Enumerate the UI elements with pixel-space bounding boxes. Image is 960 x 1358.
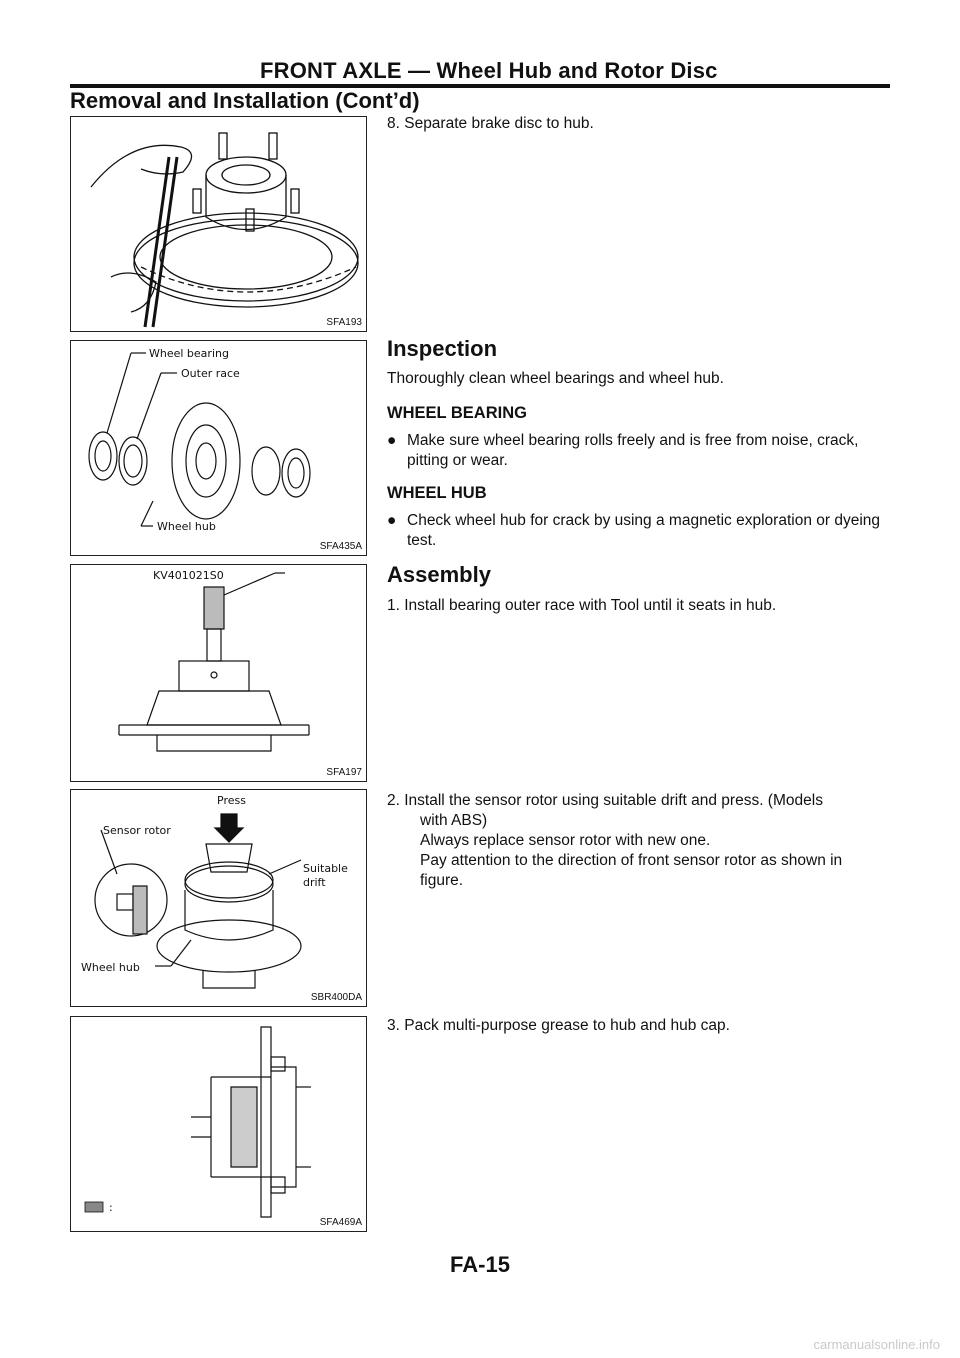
- figure-sfa469a: [70, 1016, 367, 1232]
- wheel-hub-heading: WHEEL HUB: [387, 484, 487, 502]
- section-title: FRONT AXLE — Wheel Hub and Rotor Disc: [260, 58, 718, 83]
- step-2-line-4: figure.: [420, 872, 464, 889]
- step-8-text: 8. Separate brake disc to hub.: [387, 115, 594, 132]
- brake-disc-separation-illustration: [71, 117, 367, 332]
- watermark: carmanualsonline.info: [813, 1337, 940, 1352]
- label-wheel-bearing: Wheel bearing: [149, 347, 229, 360]
- figure-code: SBR400DA: [310, 992, 362, 1003]
- step-2-line-2: Always replace sensor rotor with new one.: [420, 832, 711, 849]
- inspection-intro: Thoroughly clean wheel bearings and wheel hub.: [387, 370, 724, 387]
- assembly-step-1: 1. Install bearing outer race with Tool until it seats in hub.: [387, 597, 777, 614]
- inspection-heading: Inspection: [387, 336, 498, 361]
- bullet-icon: ●: [387, 512, 397, 529]
- label-wheel-hub: Wheel hub: [81, 961, 140, 974]
- assembly-heading: Assembly: [387, 562, 491, 587]
- label-suitable-drift-1: Suitable: [303, 862, 348, 875]
- legend-colon: :: [109, 1201, 113, 1214]
- figure-sfa435a: [70, 340, 367, 556]
- figure-sfa197: [70, 564, 367, 782]
- step-2-line-1: with ABS): [420, 812, 488, 829]
- label-tool-code: KV401021S0: [153, 569, 224, 582]
- figure-code: SFA469A: [319, 1217, 362, 1228]
- step-2-lead: 2. Install the sensor rotor using suitable drift and press. (Models: [387, 792, 823, 809]
- label-sensor-rotor: Sensor rotor: [103, 824, 171, 837]
- bullet-icon: ●: [387, 432, 397, 449]
- wheel-hub-bullet: [387, 511, 887, 551]
- step-2-line-3: Pay attention to the direction of front sensor rotor as shown in: [420, 852, 843, 869]
- figure-code: SFA197: [326, 767, 362, 778]
- wheel-bearing-exploded-illustration: [71, 341, 367, 556]
- sensor-rotor-install-illustration: [71, 790, 367, 1007]
- assembly-step-3: 3. Pack multi-purpose grease to hub and hub cap.: [387, 1017, 730, 1034]
- figure-code: SFA435A: [319, 541, 362, 552]
- figure-sfa193: [70, 116, 367, 332]
- page-number: FA-15: [450, 1252, 510, 1277]
- wheel-bearing-heading: WHEEL BEARING: [387, 404, 527, 422]
- assembly-step-2: [387, 791, 887, 891]
- figure-sbr400da: [70, 789, 367, 1007]
- label-press: Press: [217, 794, 246, 807]
- section-subtitle: Removal and Installation (Cont’d): [70, 88, 420, 113]
- bullet-text: Make sure wheel bearing rolls freely and is free from noise, crack, pitting or wear.: [407, 432, 859, 469]
- figure-code: SFA193: [326, 317, 362, 328]
- label-wheel-hub: Wheel hub: [157, 520, 216, 533]
- label-suitable-drift-2: drift: [303, 876, 326, 889]
- tool-install-illustration: [71, 565, 367, 782]
- wheel-bearing-bullet: [387, 431, 887, 471]
- label-outer-race: Outer race: [181, 367, 240, 380]
- grease-legend-swatch: [85, 1202, 103, 1212]
- bullet-text: Check wheel hub for crack by using a magnetic exploration or dyeing test.: [407, 512, 881, 549]
- grease-packing-cross-section: [71, 1017, 367, 1232]
